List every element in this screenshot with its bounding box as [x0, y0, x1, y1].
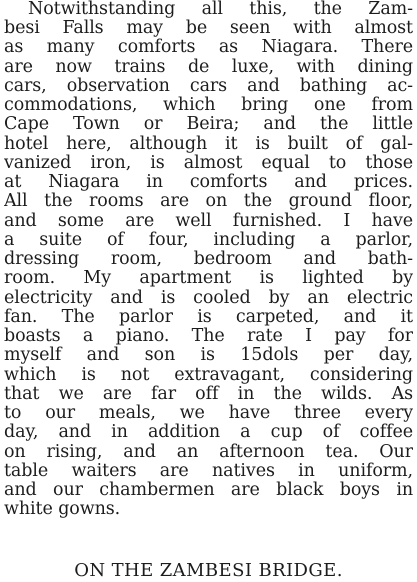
- article-line: are now trains de luxe, with dining: [4, 58, 413, 77]
- article-line: hotel here, although it is built of gal-: [4, 135, 413, 154]
- article-line: cars, observation cars and bathing ac-: [4, 77, 413, 96]
- article-line: All the rooms are on the ground floor,: [4, 192, 413, 211]
- article-line: myself and son is 15dols per day,: [4, 346, 413, 365]
- article-line: as many comforts as Niagara. There: [4, 38, 413, 57]
- article-line: dressing room, bedroom and bath-: [4, 250, 413, 269]
- article-line: Cape Town or Beira; and the little: [4, 115, 413, 134]
- article-line: Notwithstanding all this, the Zam-: [28, 0, 413, 19]
- article-line: that we are far off in the wilds. As: [4, 385, 413, 404]
- article-line: besi Falls may be seen with almost: [4, 19, 413, 38]
- article-line: white gowns.: [4, 500, 121, 519]
- article-line: table waiters are natives in uniform,: [4, 462, 413, 481]
- article-line: to our meals, we have three every: [4, 404, 413, 423]
- article-line: on rising, and an afternoon tea. Our: [4, 443, 413, 462]
- article-line: a suite of four, including a parlor,: [4, 231, 413, 250]
- article-line: and our chambermen are black boys in: [4, 481, 413, 500]
- article-line: commodations, which bring one from: [4, 96, 413, 115]
- article-line: at Niagara in comforts and prices.: [4, 173, 413, 192]
- article-line: which is not extravagant, considering: [4, 366, 413, 385]
- article-line: fan. The parlor is carpeted, and it: [4, 308, 413, 327]
- article-line: room. My apartment is lighted by: [4, 269, 413, 288]
- article-line: boasts a piano. The rate I pay for: [4, 327, 413, 346]
- article-line: and some are well furnished. I have: [4, 212, 413, 231]
- article-line: day, and in addition a cup of coffee: [4, 423, 413, 442]
- section-heading: ON THE ZAMBESI BRIDGE.: [74, 560, 343, 581]
- article-line: vanized iron, is almost equal to those: [4, 154, 413, 173]
- article-line: electricity and is cooled by an electric: [4, 289, 413, 308]
